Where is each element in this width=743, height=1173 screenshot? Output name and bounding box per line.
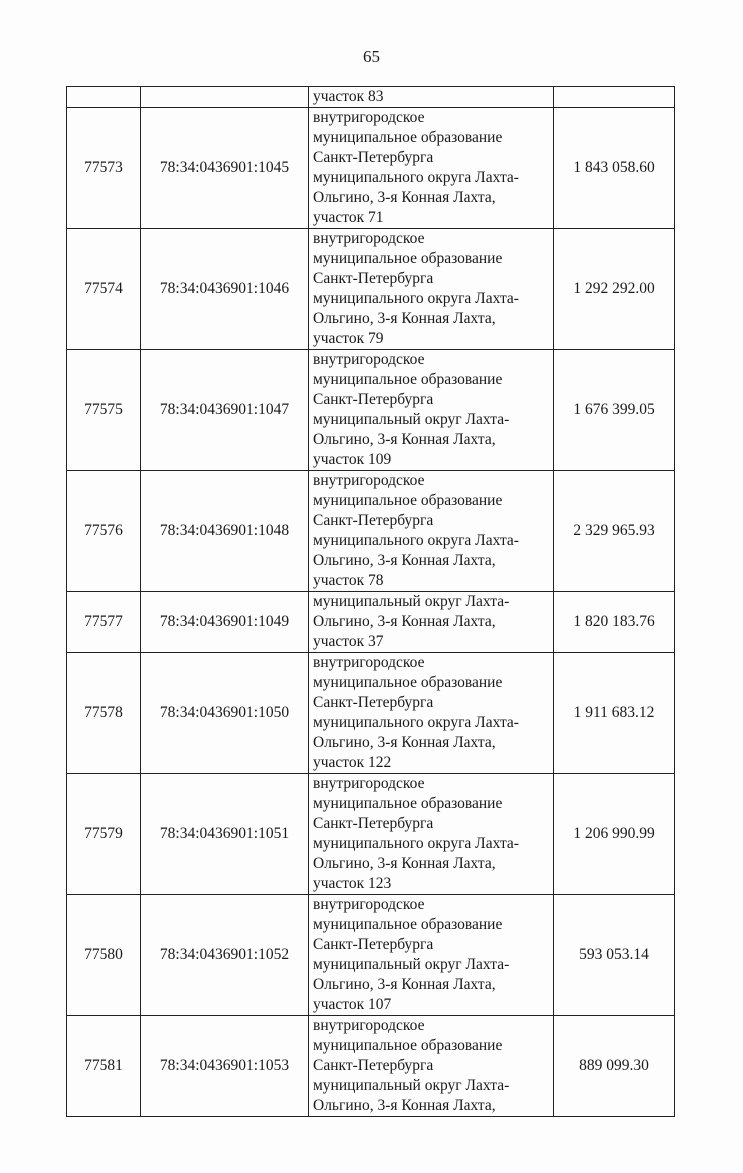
address-line: Ольгино, 3-я Конная Лахта, — [313, 855, 496, 872]
address-line: муниципальный округ Лахта- — [313, 593, 510, 610]
cell-cadastral-number: 78:34:0436901:1050 — [141, 653, 309, 774]
address-line: внутригородское — [313, 230, 425, 247]
cell-address — [309, 108, 554, 229]
address-line: муниципальное образование — [313, 371, 503, 388]
table-row — [67, 471, 675, 592]
cell-id: 77573 — [67, 108, 141, 229]
address-line: Ольгино, 3-я Конная Лахта, — [313, 189, 496, 206]
table-row — [67, 350, 675, 471]
cell-id: 77574 — [67, 229, 141, 350]
address-line: Санкт-Петербурга — [313, 694, 434, 711]
cell-address — [309, 471, 554, 592]
cell-value: 1 676 399.05 — [554, 350, 675, 471]
cell-value: 593 053.14 — [554, 895, 675, 1016]
cell-address — [309, 87, 554, 108]
page-number: 65 — [363, 47, 380, 66]
cell-value: 1 820 183.76 — [554, 592, 675, 653]
cell-id: 77578 — [67, 653, 141, 774]
address-line: участок 83 — [313, 88, 384, 105]
cell-value: 1 206 990.99 — [554, 774, 675, 895]
cell-address — [309, 350, 554, 471]
table-row — [67, 108, 675, 229]
address-line: Санкт-Петербурга — [313, 270, 434, 287]
address-line: муниципального округа Лахта- — [313, 835, 519, 852]
cell-address — [309, 653, 554, 774]
cell-cadastral-number: 78:34:0436901:1052 — [141, 895, 309, 1016]
cell-value — [554, 87, 675, 108]
table-row — [67, 229, 675, 350]
cell-address — [309, 895, 554, 1016]
address-line: Ольгино, 3-я Конная Лахта, — [313, 310, 496, 327]
address-line: участок 71 — [313, 209, 384, 226]
address-line: внутригородское — [313, 654, 425, 671]
address-line: Ольгино, 3-я Конная Лахта, — [313, 431, 496, 448]
cell-address — [309, 229, 554, 350]
cell-value: 1 292 292.00 — [554, 229, 675, 350]
cell-id: 77580 — [67, 895, 141, 1016]
cell-cadastral-number: 78:34:0436901:1053 — [141, 1016, 309, 1117]
address-line: муниципальный округ Лахта- — [313, 956, 510, 973]
address-line: муниципальное образование — [313, 674, 503, 691]
address-line: Ольгино, 3-я Конная Лахта, — [313, 976, 496, 993]
cell-id: 77577 — [67, 592, 141, 653]
cell-id: 77579 — [67, 774, 141, 895]
address-line: муниципальное образование — [313, 1037, 503, 1054]
cell-id: 77575 — [67, 350, 141, 471]
address-line: Санкт-Петербурга — [313, 512, 434, 529]
address-line: муниципальное образование — [313, 492, 503, 509]
address-line: муниципальный округ Лахта- — [313, 411, 510, 428]
address-line: муниципального округа Лахта- — [313, 169, 519, 186]
address-line: участок 78 — [313, 572, 384, 589]
cell-id — [67, 87, 141, 108]
address-line: Санкт-Петербурга — [313, 391, 434, 408]
address-line: муниципальное образование — [313, 795, 503, 812]
table-row — [67, 592, 675, 653]
table-body — [67, 87, 675, 1117]
cell-value: 1 911 683.12 — [554, 653, 675, 774]
address-line: муниципального округа Лахта- — [313, 532, 519, 549]
address-line: Ольгино, 3-я Конная Лахта, — [313, 1097, 496, 1114]
table-row-continuation — [67, 87, 675, 108]
address-line: муниципальный округ Лахта- — [313, 1077, 510, 1094]
table-row — [67, 895, 675, 1016]
table-row — [67, 774, 675, 895]
address-line: муниципального округа Лахта- — [313, 290, 519, 307]
address-line: внутригородское — [313, 775, 425, 792]
address-line: Ольгино, 3-я Конная Лахта, — [313, 734, 496, 751]
cell-value: 889 099.30 — [554, 1016, 675, 1117]
address-line: внутригородское — [313, 109, 425, 126]
address-line: муниципального округа Лахта- — [313, 714, 519, 731]
address-line: Санкт-Петербурга — [313, 815, 434, 832]
cell-id: 77581 — [67, 1016, 141, 1117]
cell-cadastral-number: 78:34:0436901:1049 — [141, 592, 309, 653]
address-line: Санкт-Петербурга — [313, 149, 434, 166]
address-line: муниципальное образование — [313, 129, 503, 146]
cell-cadastral-number: 78:34:0436901:1045 — [141, 108, 309, 229]
address-line: Санкт-Петербурга — [313, 1057, 434, 1074]
address-line: муниципальное образование — [313, 916, 503, 933]
address-line: муниципальное образование — [313, 250, 503, 267]
cell-value: 2 329 965.93 — [554, 471, 675, 592]
cell-address — [309, 1016, 554, 1117]
cell-id: 77576 — [67, 471, 141, 592]
address-line: участок 79 — [313, 330, 384, 347]
address-line: участок 109 — [313, 451, 392, 468]
table-row — [67, 1016, 675, 1117]
address-line: Санкт-Петербурга — [313, 936, 434, 953]
cell-cadastral-number: 78:34:0436901:1051 — [141, 774, 309, 895]
address-line: Ольгино, 3-я Конная Лахта, — [313, 613, 496, 630]
land-plot-table — [66, 86, 675, 1117]
address-line: Ольгино, 3-я Конная Лахта, — [313, 552, 496, 569]
address-line: внутригородское — [313, 472, 425, 489]
address-line: участок 107 — [313, 996, 392, 1013]
address-line: участок 122 — [313, 754, 392, 771]
cell-cadastral-number: 78:34:0436901:1047 — [141, 350, 309, 471]
cell-cadastral-number — [141, 87, 309, 108]
address-line: внутригородское — [313, 1017, 425, 1034]
address-line: участок 123 — [313, 875, 392, 892]
cell-cadastral-number: 78:34:0436901:1046 — [141, 229, 309, 350]
cell-address — [309, 774, 554, 895]
cell-cadastral-number: 78:34:0436901:1048 — [141, 471, 309, 592]
cell-address — [309, 592, 554, 653]
cell-value: 1 843 058.60 — [554, 108, 675, 229]
address-line: участок 37 — [313, 633, 384, 650]
address-line: внутригородское — [313, 896, 425, 913]
table-row — [67, 653, 675, 774]
address-line: внутригородское — [313, 351, 425, 368]
